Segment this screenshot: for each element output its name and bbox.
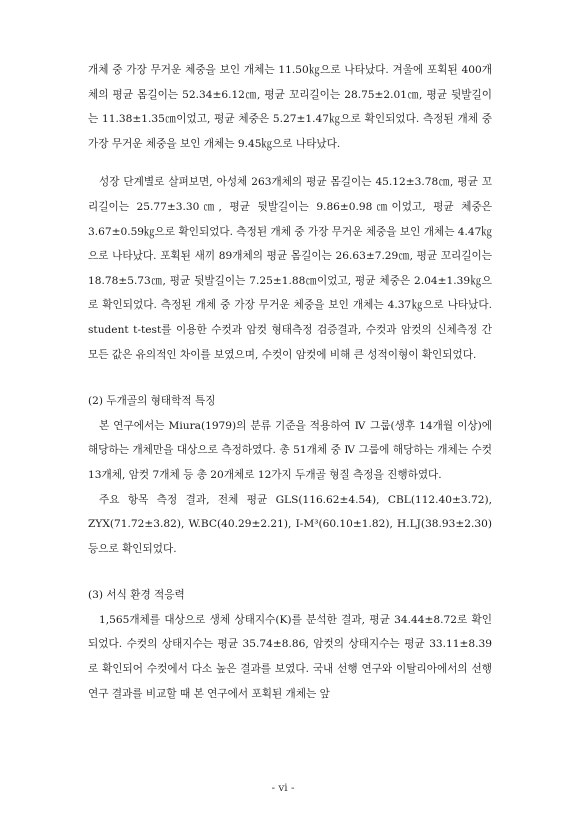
paragraph-skull-results: 주요 항목 측정 결과, 전체 평균 GLS(116.62±4.54), CBL(112.40±3.72), ZYX(71.72±3.82), W.BC(40.29±2.21), I-M³(60.10±1.82), H.LJ(38.93±2.30) 등으로 확인되었다. [88,493,492,555]
section-heading-skull: (2) 두개골의 형태학적 특징 [88,395,216,408]
section-heading-habitat: (3) 서식 환경 적응력 [88,589,185,602]
paragraph-growth-stage: 성장 단계별로 살펴보면, 아성체 263개체의 평균 몸길이는 45.12±3.78㎝, 평균 꼬리길이는 25.77±3.30㎝, 평균 뒷발길이는 9.86±0.98㎝이었고, 평균 체중은 3.67±0.59㎏으로 확인되었다. 측정된 개체 중 가장 무거운 체중을 보인 개체는 4.47㎏으로 나타났다. 포획된 새끼 89개체의 평균 몸길이는 26.63±7.29㎝, 평균 꼬리길이는 18.78±5.73㎝, 평균 뒷발길이는 7.25±1.88㎝이었고, 평균 체중은 2.04±1.39㎏으로 확인되었다. 측정된 개체 중 가장 무거운 체중을 보인 개체는 4.37㎏으로 나타났다. student t-test를 이용한 수컷과 암컷 형태측정 검증결과, 수컷과 암컷의 신체측정 간 모든 값은 유의적인 차이를 보였으며, 수컷이 암컷에 비해 큰 성적이형이 확인되었다. [88,176,492,361]
document-body [88,58,492,706]
paragraph-body-measurements-winter: 개체 중 가장 무거운 체중을 보인 개체는 11.50㎏으로 나타났다. 겨울에 포획된 400개체의 평균 몸길이는 52.34±6.12㎝, 평균 꼬리길이는 28.75±2.01㎝, 평균 뒷발길이는 11.38±1.35㎝이었고, 평균 체중은 5.27±1.47㎏으로 확인되었다. 측정된 개체 중 가장 무거운 체중을 보인 개체는 9.45㎏으로 나타났다. [88,64,492,150]
paragraph-skull-method: 본 연구에서는 Miura(1979)의 분류 기준을 적용하여 Ⅳ 그룹(생후 14개월 이상)에 해당하는 개체만을 대상으로 측정하였다. 총 51개체 중 Ⅳ 그룹에 해당하는 개체는 수컷 13개체, 암컷 7개체 등 총 20개체로 12가지 두개골 형질 측정을 진행하였다. [88,419,492,481]
paragraph-condition-index: 1,565개체를 대상으로 생체 상태지수(K)를 분석한 결과, 평균 34.44±8.72로 확인되었다. 수컷의 상태지수는 평균 35.74±8.86, 암컷의 상태지수는 평균 33.11±8.39로 확인되어 수컷에서 다소 높은 결과를 보였다. 국내 선행 연구와 이탈리아에서의 선행 연구 결과를 비교할 때 본 연구에서 포획된 개체는 앞 [88,613,492,700]
page-number: - vi - [271,782,295,794]
